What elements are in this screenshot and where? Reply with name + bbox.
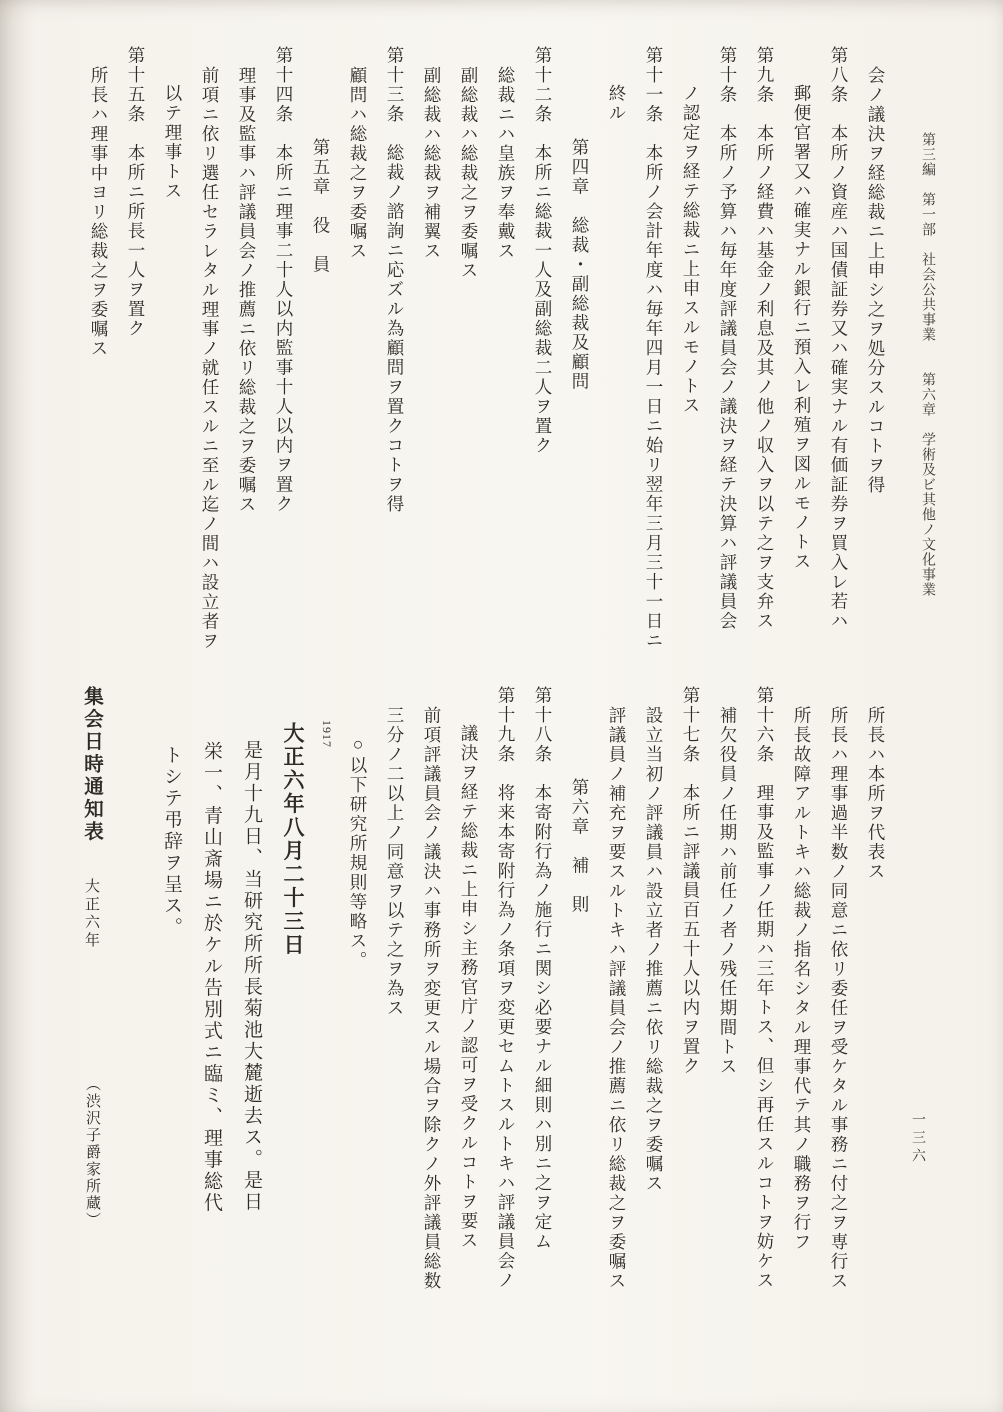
source-item-column [78,686,104,950]
provision-line: 設立当初ノ評議員ハ設立者ノ推薦ニ依リ総裁之ヲ委嘱ス [644,706,664,1194]
provision-line: 所長ハ理事中ヨリ総裁之ヲ委嘱ス [89,66,109,359]
article-line: 第十一条 本所ノ会計年度ハ毎年四月一日ニ始リ翌年三月三十一日ニ [644,46,664,651]
editorial-note: ○以下研究所規則等略ス。 [348,734,368,971]
chronicle-line: 栄一、青山斎場ニ於ケル告別式ニ臨ミ、理事総代 [201,741,222,1214]
article-line: 第十二条 本所ニ総裁一人及副総裁二人ヲ置ク [533,46,553,456]
edition-header: 第三編 第一部 社会公共事業 第六章 学術及ビ其他ノ文化事業 [920,132,935,597]
provision-line: 以テ理事トス [163,84,183,201]
article-line: 第十条 本所ノ予算ハ毎年度評議員会ノ議決ヲ経テ決算ハ評議員会 [718,46,738,631]
articles-bottom-section [94,686,894,1390]
provision-line: ノ認定ヲ経テ総裁ニ上申スルモノトス [681,84,701,416]
provision-line: 所長ハ理事過半数ノ同意ニ依リ委任ヲ受ケタル事務ニ付之ヲ専行ス [829,706,849,1291]
article-line: 第十三条 総裁ノ諮詢ニ応ズル為顧問ヲ置クコトヲ得 [385,46,405,514]
articles-top-section [78,46,894,688]
article-line: 第十四条 本所ニ理事二十人以内監事十人以内ヲ置ク [274,46,294,514]
chapter-heading: 第四章 総裁・副総裁及顧問 [570,138,590,392]
article-line: 第十六条 理事及監事ノ任期ハ三年トス、但シ再任スルコトヲ妨ケス [755,686,775,1291]
chapter-heading: 第五章 役 員 [311,138,331,275]
provision-line: 副総裁ハ総裁ヲ補翼ス [422,66,442,261]
provision-line: 前項ニ依リ選任セラレタル理事ノ就任スルニ至ル迄ノ間ハ設立者ヲ [200,66,220,651]
article-line: 第十七条 本所ニ評議員百五十人以内ヲ置ク [681,686,701,1076]
provision-line: 前項評議員会ノ議決ハ事務所ヲ変更スル場合ヲ除クノ外評議員総数 [422,706,442,1291]
page-number: 一三六 [910,1112,925,1166]
provision-line: 副総裁ハ総裁之ヲ委嘱ス [459,66,479,281]
chapter-heading: 第六章 補 則 [570,778,590,915]
article-line: 第十五条 本所ニ所長一人ヲ置ク [126,46,146,339]
chronicle-line: トシテ弔辞ヲ呈ス。 [161,745,182,939]
provision-line: 議決ヲ経テ総裁ニ上申シ主務官庁ノ認可ヲ受クルコトヲ要ス [459,724,479,1251]
provenance-note: （渋沢子爵家所蔵） [84,1076,100,1229]
article-line: 第十九条 将来本寄附行為ノ条項ヲ変更セムトスルトキハ評議員会ノ [496,686,516,1291]
provision-line: 評議員ノ補充ヲ要スルトキハ評議員会ノ推薦ニ依リ総裁之ヲ委嘱ス [607,706,627,1291]
provision-line: 補欠役員ノ任期ハ前任ノ者ノ残任期間トス [718,706,738,1077]
article-line: 第八条 本所ノ資産ハ国債証券又ハ確実ナル有価証券ヲ買入レ若ハ [829,46,849,631]
provision-line: 所長ハ本所ヲ代表ス [866,706,886,882]
provision-line: 総裁ニハ皇族ヲ奉戴ス [496,66,516,261]
entry-date-heading: 大正六年八月二十三日 [281,722,305,957]
provision-line: 郵便官署又ハ確実ナル銀行ニ預入レ利殖ヲ図ルモノトス [792,84,812,572]
article-line: 第十八条 本寄附行為ノ施行ニ関シ必要ナル細則ハ別ニ之ヲ定ム [533,686,553,1252]
source-item-year: 大正六年 [83,877,99,950]
provision-line: 終ル [607,84,627,123]
source-item-title: 集会日時通知表 [81,686,102,844]
provision-line: 会ノ議決ヲ経総裁ニ上申シ之ヲ処分スルコトヲ得 [866,66,886,495]
article-line: 第九条 本所ノ経費ハ基金ノ利息及其ノ他ノ収入ヲ以テ之ヲ支弁ス [755,46,775,631]
chronicle-line: 是月十九日、当研究所所長菊池大麓逝去ス。是日 [241,740,262,1213]
provision-line: 顧問ハ総裁之ヲ委嘱ス [348,66,368,261]
provision-line: 三分ノ二以上ノ同意ヲ以テ之ヲ為ス [385,706,405,1018]
provision-line: 理事及監事ハ評議員会ノ推薦ニ依リ総裁之ヲ委嘱ス [237,66,257,515]
provision-line: 所長故障アルトキハ総裁ノ指名シタル理事代テ其ノ職務ヲ行フ [792,706,812,1252]
margin-year-label: 1917 [320,720,334,748]
